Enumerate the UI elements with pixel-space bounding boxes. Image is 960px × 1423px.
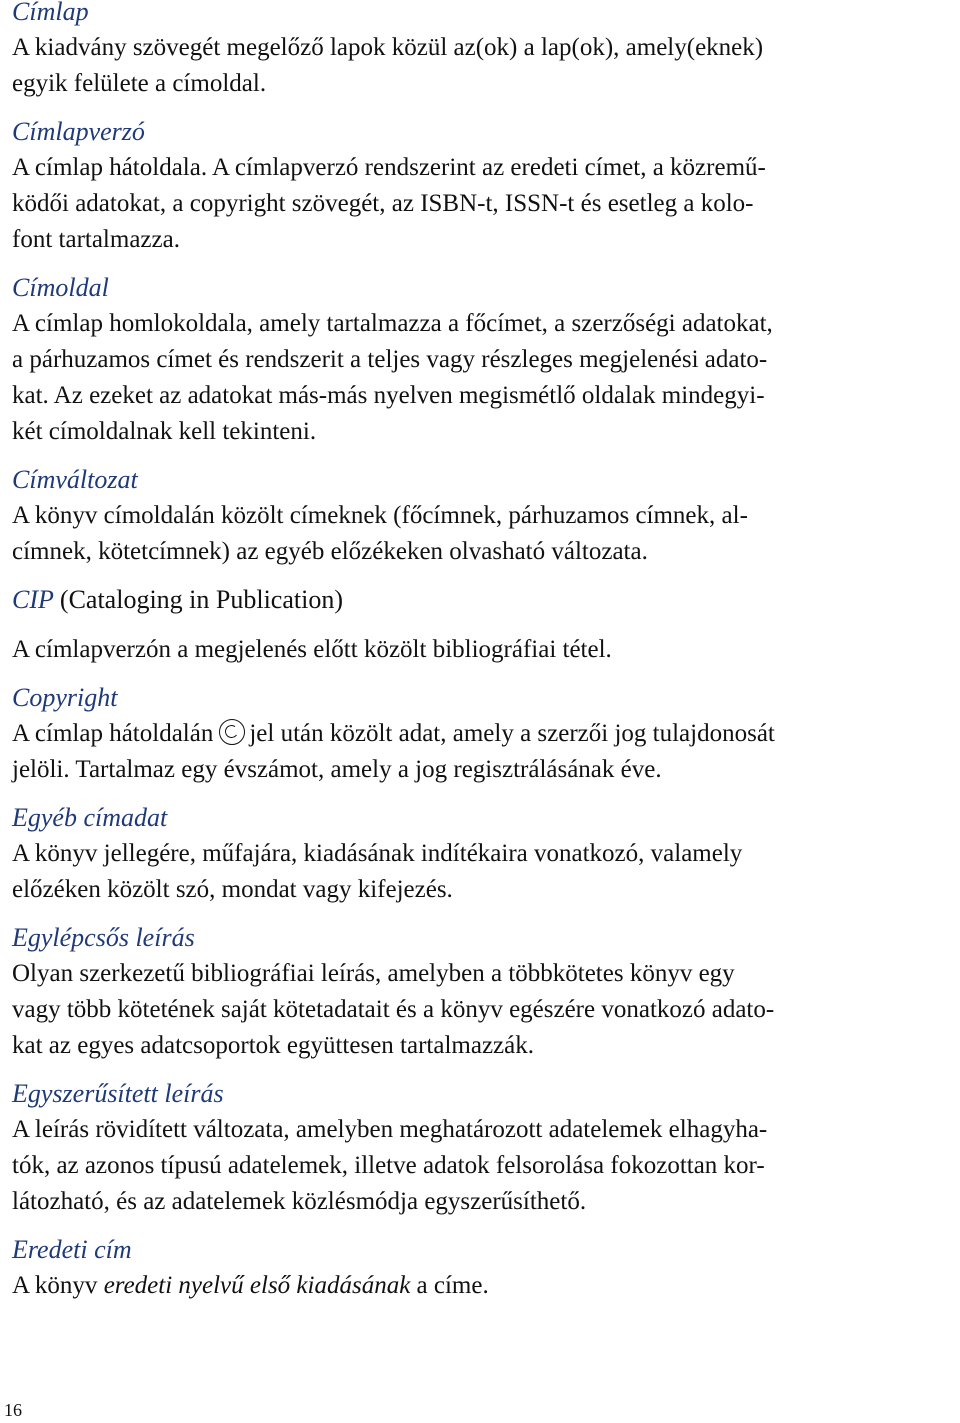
entry-term: Címváltozat [12, 465, 138, 494]
definition-line: A címlap hátoldala. A címlapverzó rendszerint az eredeti címet, a közremű- [12, 154, 766, 181]
page-number: 16 [4, 1400, 22, 1420]
glossary-entry-egylepcsos-leiras [12, 920, 956, 1064]
definition-line: A könyv címoldalán közölt címeknek (főcímnek, párhuzamos címnek, al- [12, 502, 748, 529]
glossary-entry-cimvaltozat [12, 462, 956, 570]
glossary-entry-egyszerusitett-leiras [12, 1076, 956, 1220]
entry-term: Címlap [12, 0, 89, 26]
definition-line: kat. Az ezeket az adatokat más-más nyelven megismétlő oldalak mindegyi- [12, 382, 765, 409]
entry-term: CIP [12, 585, 54, 614]
glossary-entry-copyright [12, 680, 956, 788]
definition-line: ködői adatokat, a copyright szövegét, az ISBN-t, ISSN-t és esetleg a kolo- [12, 190, 754, 217]
definition-line: jelöli. Tartalmaz egy évszámot, amely a jog regisztrálásának éve. [12, 756, 662, 783]
entry-term-suffix: (Cataloging in Publication) [59, 585, 343, 614]
glossary-entry-eredeti-cim [12, 1232, 956, 1304]
definition-line: tók, az azonos típusú adatelemek, illetve adatok felsorolása fokozottan kor- [12, 1152, 765, 1179]
definition-line [12, 1268, 956, 1304]
entry-term: Címlapverzó [12, 117, 145, 146]
definition-emphasis: eredeti nyelvű első kiadásának [103, 1272, 411, 1299]
definition-text: A könyv [12, 1272, 98, 1299]
definition-line: A kiadvány szövegét megelőző lapok közül az(ok) a lap(ok), amely(eknek) [12, 34, 764, 61]
glossary-entry-cip [12, 582, 956, 668]
entry-term: Eredeti cím [12, 1235, 132, 1264]
definition-line: két címoldalnak kell tekinteni. [12, 418, 317, 445]
definition-line: A címlapverzón a megjelenés előtt közölt bibliográfiai tétel. [12, 636, 612, 663]
entry-definition [12, 1268, 956, 1304]
definition-line: előzéken közölt szó, mondat vagy kifejezés. [12, 876, 453, 903]
definition-line [12, 716, 956, 752]
definition-line: A könyv jellegére, műfajára, kiadásának indítékaira vonatkozó, valamely [12, 840, 743, 867]
definition-line: kat az egyes adatcsoportok együttesen tartalmazzák. [12, 1032, 534, 1059]
entry-definition [12, 150, 956, 258]
entry-term: Címoldal [12, 273, 109, 302]
glossary-entry-cimoldal [12, 270, 956, 450]
definition-line: látozható, és az adatelemek közlésmódja egyszerűsíthető. [12, 1188, 587, 1215]
definition-line: font tartalmazza. [12, 226, 180, 253]
entry-definition [12, 716, 956, 788]
entry-definition [12, 30, 956, 102]
entry-term: Egylépcsős leírás [12, 923, 195, 952]
entry-term: Egyéb címadat [12, 803, 168, 832]
entry-term-line [12, 582, 956, 618]
definition-line: címnek, kötetcímnek) az egyéb előzékeken olvasható változata. [12, 538, 648, 565]
entry-term: Egyszerűsített leírás [12, 1079, 224, 1108]
definition-text: jel után közölt adat, amely a szerzői jog tulajdonosát [249, 720, 775, 747]
entry-definition [12, 498, 956, 570]
definition-line: a párhuzamos címet és rendszerit a teljes vagy részleges megjelenési adato- [12, 346, 768, 373]
definition-line: A leírás rövidített változata, amelyben meghatározott adatelemek elhagyha- [12, 1116, 768, 1143]
entry-definition [12, 836, 956, 908]
entry-definition [12, 632, 956, 668]
copyright-symbol-icon [219, 719, 245, 745]
glossary-entry-cimlap [12, 0, 956, 102]
definition-line: A címlap homlokoldala, amely tartalmazza a főcímet, a szerzőségi adatokat, [12, 310, 773, 337]
document-page [12, 0, 956, 1304]
glossary-entry-egyeb-cimadat [12, 800, 956, 908]
definition-line: Olyan szerkezetű bibliográfiai leírás, amelyben a többkötetes könyv egy [12, 960, 735, 987]
entry-definition [12, 1112, 956, 1220]
definition-line: egyik felülete a címoldal. [12, 70, 267, 97]
glossary-entry-cimlapverzo [12, 114, 956, 258]
definition-text: A címlap hátoldalán [12, 720, 214, 747]
entry-definition [12, 306, 956, 450]
definition-text: a címe. [416, 1272, 489, 1299]
definition-line: vagy több kötetének saját kötetadatait és a könyv egészére vonatkozó adato- [12, 996, 775, 1023]
entry-term: Copyright [12, 683, 118, 712]
entry-definition [12, 956, 956, 1064]
